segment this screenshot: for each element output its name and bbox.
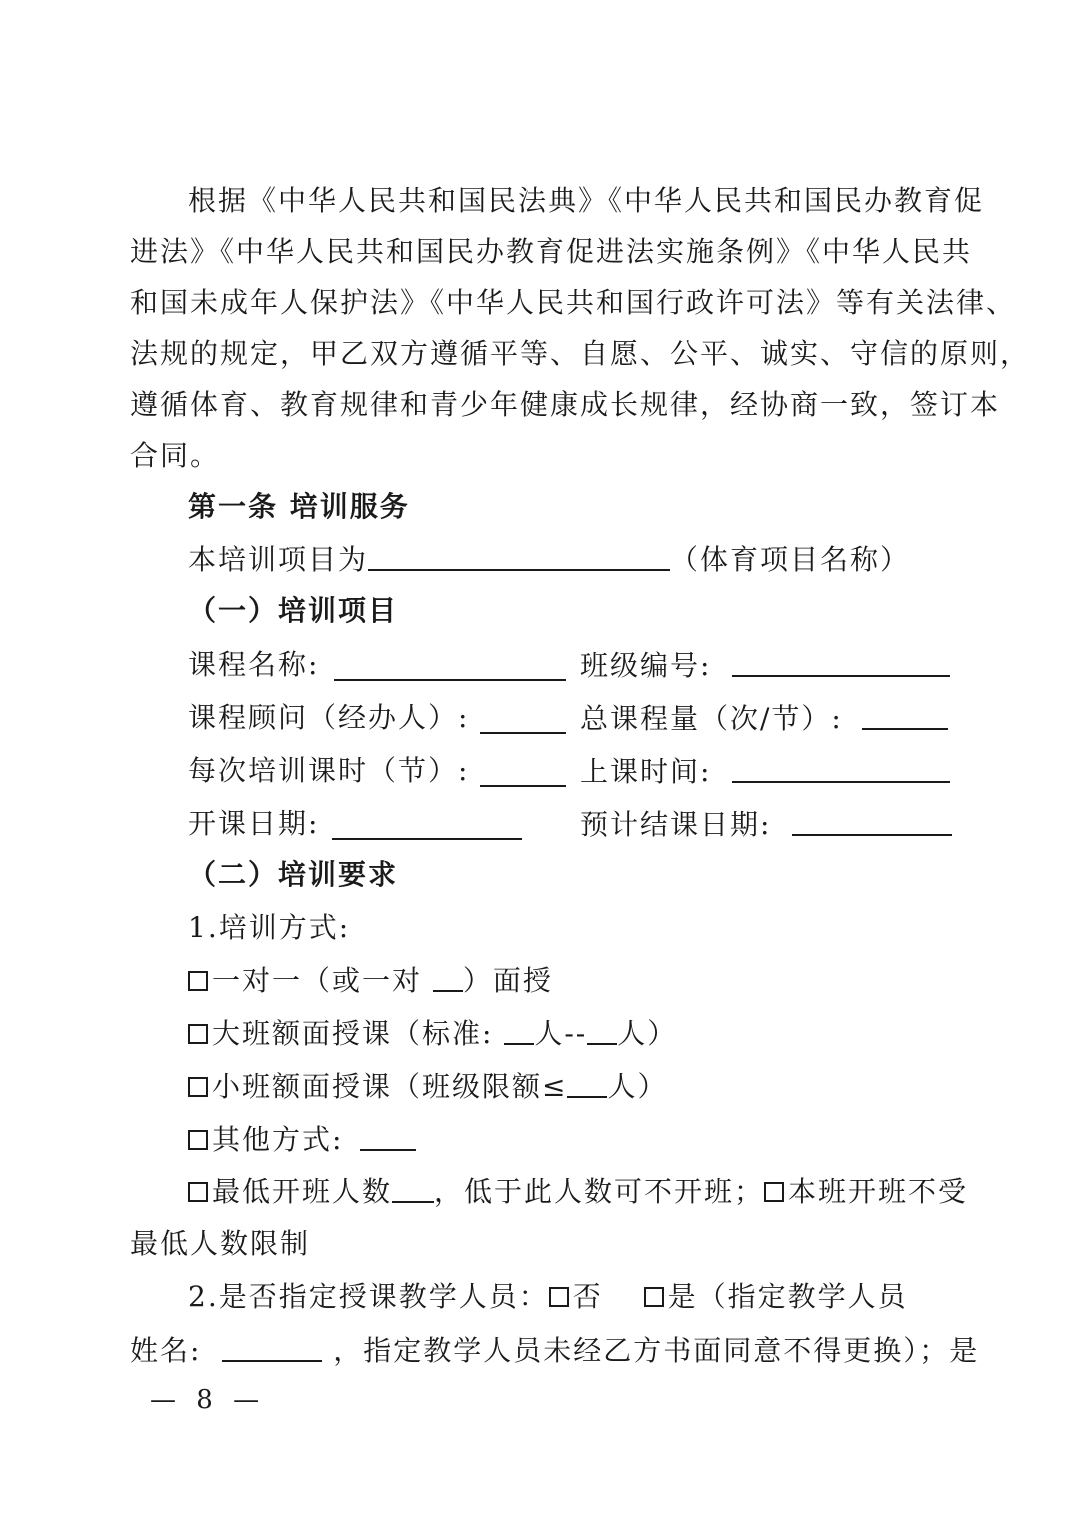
course-row-3 xyxy=(188,751,960,791)
option-min-enrollment xyxy=(188,1171,969,1211)
option-2-text: 大班额面授课（标准: xyxy=(212,1017,494,1050)
teacher-name-label: 姓名: xyxy=(130,1334,202,1367)
teacher-no-label: 否 xyxy=(572,1280,603,1313)
course-row-1 xyxy=(188,645,960,685)
one-on-n-blank[interactable] xyxy=(433,960,463,992)
option-3-text: 小班额面授课（班级限额≤ xyxy=(212,1070,568,1103)
class-no-blank[interactable] xyxy=(732,645,950,677)
checkbox-min-enrollment[interactable] xyxy=(188,1182,208,1202)
teacher-question-text: 2.是否指定授课教学人员： xyxy=(188,1280,549,1313)
large-max-blank[interactable] xyxy=(587,1013,617,1045)
total-hours-blank[interactable] xyxy=(862,698,948,730)
advisor-label: 课程顾问（经办人）: xyxy=(188,701,470,734)
hours-each-label: 每次培训课时（节）: xyxy=(188,754,470,787)
small-limit-blank[interactable] xyxy=(567,1066,607,1098)
teacher-name-blank[interactable] xyxy=(222,1330,322,1362)
teacher-yes-label: 是（指定教学人员 xyxy=(667,1280,908,1313)
course-row-2 xyxy=(188,698,960,738)
checkbox-one-on-one[interactable] xyxy=(188,971,208,991)
teacher-name-line xyxy=(130,1330,980,1370)
project-name-blank[interactable] xyxy=(368,539,670,571)
option-1-suffix: ）面授 xyxy=(462,964,553,997)
project-prefix: 本培训项目为 xyxy=(188,543,369,576)
section-1-heading: （一）培训项目 xyxy=(188,594,399,627)
end-date-label: 预计结课日期: xyxy=(580,808,772,841)
intro-line-2: 进法》《中华人民共和国民办教育促进法实施条例》《中华人民共 xyxy=(130,235,973,268)
start-date-blank[interactable] xyxy=(332,808,522,840)
intro-line-5: 遵循体育、教育规律和青少年健康成长规律，经协商一致，签订本 xyxy=(130,388,1001,421)
option-large-class xyxy=(188,1013,960,1053)
large-min-blank[interactable] xyxy=(504,1013,534,1045)
no-min-text: 本班开班不受 xyxy=(788,1175,969,1208)
intro-line-4: 法规的规定，甲乙双方遵循平等、自愿、公平、诚实、守信的原则， xyxy=(130,337,1031,370)
option-one-on-one xyxy=(188,960,960,1000)
checkbox-no-min[interactable] xyxy=(764,1182,784,1202)
project-line xyxy=(188,539,960,579)
option-2-mid: 人-- xyxy=(534,1017,588,1050)
start-date-label: 开课日期: xyxy=(188,807,320,840)
class-time-label: 上课时间: xyxy=(580,755,712,788)
checkbox-teacher-yes[interactable] xyxy=(644,1287,664,1307)
option-small-class xyxy=(188,1066,960,1106)
min-enrollment-cont: 最低人数限制 xyxy=(130,1227,311,1260)
other-mode-blank[interactable] xyxy=(360,1119,416,1151)
checkbox-teacher-no[interactable] xyxy=(549,1287,569,1307)
intro-line-3: 和国未成年人保护法》《中华人民共和国行政许可法》等有关法律、 xyxy=(130,286,1017,319)
section-2-heading: （二）培训要求 xyxy=(188,858,399,891)
min-enrollment-blank[interactable] xyxy=(392,1171,434,1203)
class-time-blank[interactable] xyxy=(732,751,950,783)
option-4-text: 其他方式: xyxy=(212,1123,344,1156)
hours-each-blank[interactable] xyxy=(480,755,566,787)
advisor-blank[interactable] xyxy=(480,702,566,734)
total-hours-label: 总课程量（次/节）: xyxy=(580,702,843,735)
checkbox-other[interactable] xyxy=(188,1130,208,1150)
intro-line-6: 合同。 xyxy=(130,439,221,472)
option-3-suffix: 人） xyxy=(607,1070,668,1103)
checkbox-small-class[interactable] xyxy=(188,1077,208,1097)
checkbox-large-class[interactable] xyxy=(188,1024,208,1044)
mode-title: 1.培训方式: xyxy=(188,911,351,944)
project-suffix: （体育项目名称） xyxy=(670,543,911,576)
option-2-suffix: 人） xyxy=(617,1017,678,1050)
page-number: — 8 — xyxy=(150,1385,266,1415)
course-name-label: 课程名称: xyxy=(188,648,320,681)
teacher-name-rest: ，指定教学人员未经乙方书面同意不得更换）；是 xyxy=(333,1334,980,1367)
course-row-4 xyxy=(188,804,960,844)
min-enrollment-text: 最低开班人数 xyxy=(212,1175,393,1208)
min-enrollment-rest: ，低于此人数可不开班； xyxy=(434,1175,765,1208)
option-other xyxy=(188,1119,960,1159)
class-no-label: 班级编号: xyxy=(580,649,712,682)
article-1-heading: 第一条 培训服务 xyxy=(188,490,410,523)
end-date-blank[interactable] xyxy=(792,804,952,836)
option-1-text: 一对一（或一对 xyxy=(212,964,423,997)
teacher-question xyxy=(188,1277,960,1317)
course-name-blank[interactable] xyxy=(334,649,566,681)
intro-line-1: 根据《中华人民共和国民法典》《中华人民共和国民办教育促 xyxy=(188,184,985,217)
